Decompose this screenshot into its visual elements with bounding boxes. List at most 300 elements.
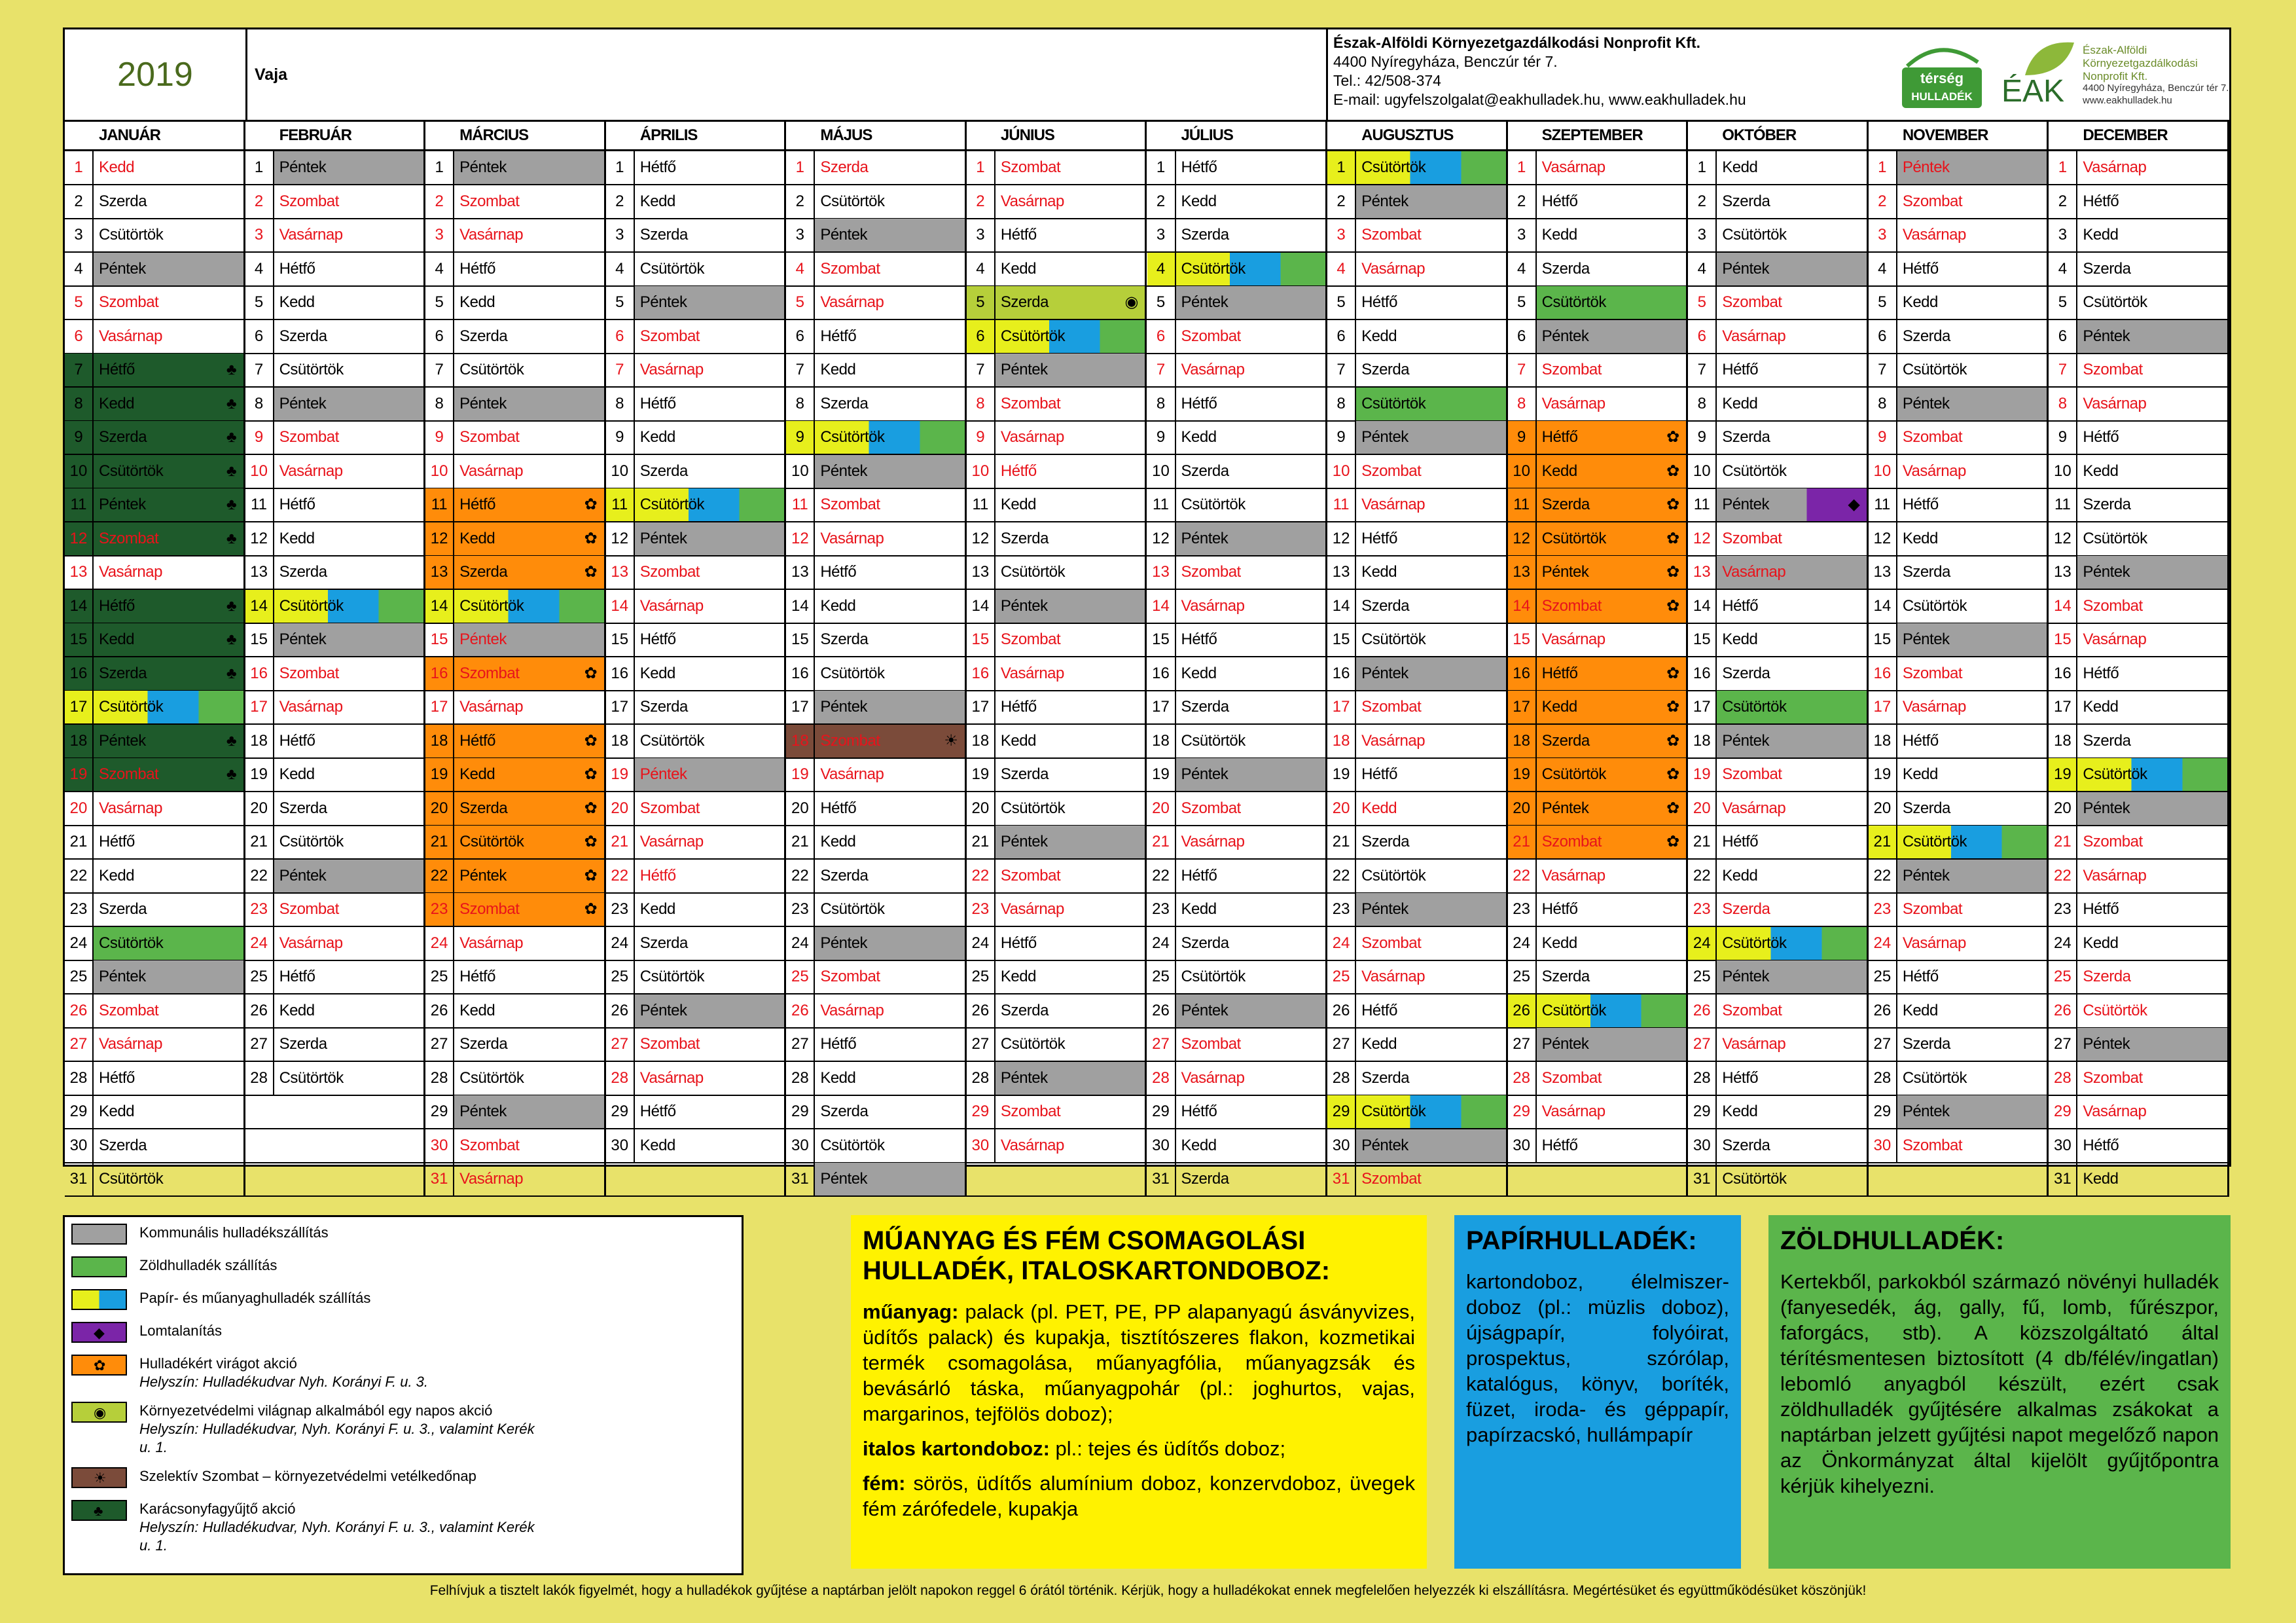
day-number: 28 (1869, 1062, 1897, 1095)
day-number: 22 (2049, 860, 2077, 892)
day-number: 6 (245, 320, 274, 353)
day-number: 6 (786, 320, 815, 353)
day-cell (967, 185, 1147, 218)
green-box-title: ZÖLDHULLADÉK: (1780, 1226, 2005, 1255)
metal-label: fém: (863, 1472, 906, 1495)
day-number: 3 (606, 219, 635, 251)
day-name: Szerda (1722, 192, 1770, 210)
day-cell (1869, 1129, 2049, 1162)
day-cell (1508, 421, 1689, 454)
day-cell (1147, 488, 1328, 521)
day-name: Kedd (1181, 428, 1217, 446)
day-cell (245, 388, 426, 420)
day-number: 20 (1508, 792, 1537, 825)
day-name: Csütörtök (99, 462, 164, 480)
day-name: Kedd (1722, 158, 1758, 176)
day-name: Szombat (1902, 1136, 1963, 1154)
day-number: 26 (1508, 994, 1537, 1027)
day-number: 18 (65, 725, 94, 757)
day-cell (1147, 388, 1328, 420)
day-name: Szombat (1722, 765, 1782, 783)
day-name: Szombat (1361, 226, 1422, 244)
day-name: Szombat (279, 192, 339, 210)
day-cell (1508, 725, 1689, 757)
day-cell (1327, 388, 1508, 420)
day-number: 10 (2049, 455, 2077, 488)
day-number: 29 (967, 1095, 996, 1128)
day-name: Kedd (99, 866, 135, 884)
day-name: Kedd (1000, 968, 1036, 985)
calendar-sheet (63, 27, 2231, 1188)
day-cell (425, 590, 606, 623)
day-name: Vasárnap (1541, 1103, 1605, 1120)
day-number: 1 (425, 151, 454, 184)
day-cell (1327, 1129, 1508, 1162)
day-name: Szerda (2083, 496, 2131, 513)
day-cell (606, 151, 787, 184)
day-number: 18 (1869, 725, 1897, 757)
day-number: 9 (606, 421, 635, 454)
day-name: Szombat (1902, 428, 1963, 446)
town-label: Vaja (255, 65, 288, 84)
day-name: Kedd (459, 1001, 495, 1019)
day-number: 11 (786, 488, 815, 521)
day-name: Szombat (1361, 1170, 1422, 1188)
day-cell (1869, 1163, 2049, 1195)
day-number: 9 (1327, 421, 1356, 454)
day-cell (1688, 590, 1869, 623)
day-name: Kedd (1902, 293, 1938, 311)
day-name: Szombat (639, 1035, 700, 1053)
day-cell (606, 421, 787, 454)
day-name: Hétfő (1541, 900, 1578, 918)
day-name: Péntek (459, 630, 507, 648)
day-cell (1327, 488, 1508, 521)
day-name: Csütörtök (1361, 158, 1426, 176)
day-number: 25 (1869, 960, 1897, 993)
flower-icon: ✿ (584, 866, 598, 884)
day-name: Csütörtök (1000, 563, 1066, 581)
day-cell (606, 185, 787, 218)
day-cell (245, 927, 426, 960)
day-name: Szerda (1902, 327, 1950, 345)
day-name: Péntek (1541, 799, 1589, 817)
day-cell (1508, 758, 1689, 791)
day-number: 27 (1327, 1028, 1356, 1061)
legend-label: Környezetvédelmi világnap alkalmából egy napos akció (139, 1402, 493, 1419)
org-email[interactable]: E-mail: ugyfelszolgalat@eakhulladek.hu, www.eakhulladek.hu (1333, 91, 1746, 108)
day-cell (786, 725, 967, 757)
day-cell (1688, 691, 1869, 723)
flower-icon: ✿ (1666, 664, 1680, 682)
day-cell (425, 657, 606, 690)
calendar-row (65, 1095, 2229, 1129)
day-number: 17 (1327, 691, 1356, 723)
legend-label: Hulladékért virágot akció (139, 1355, 297, 1372)
day-cell (606, 927, 787, 960)
day-cell (2049, 927, 2229, 960)
day-name: Hétfő (1361, 529, 1397, 547)
day-name: Péntek (1902, 866, 1950, 884)
day-name: Csütörtök (1541, 1001, 1606, 1019)
day-number: 3 (1688, 219, 1717, 251)
day-name: Péntek (1722, 259, 1769, 278)
day-name: Szerda (2083, 731, 2131, 750)
day-cell (425, 455, 606, 488)
day-name: Péntek (1541, 327, 1589, 345)
calendar-row (65, 556, 2229, 590)
day-name: Hétfő (1181, 630, 1217, 648)
day-name: Csütörtök (279, 1068, 344, 1087)
day-number: 10 (245, 455, 274, 488)
day-cell (1508, 826, 1689, 858)
day-name: Szerda (1541, 731, 1590, 750)
day-name: Vasárnap (820, 765, 884, 783)
day-number: 27 (245, 1028, 274, 1061)
day-number: 24 (65, 927, 94, 960)
day-cell (1869, 253, 2049, 285)
day-number: 19 (606, 758, 635, 791)
day-number: 7 (1508, 354, 1537, 386)
day-name: Vasárnap (1902, 462, 1966, 480)
day-number: 23 (1327, 893, 1356, 926)
day-number: 28 (1147, 1062, 1176, 1095)
day-name: Szerda (1902, 563, 1950, 581)
day-cell (606, 1129, 787, 1162)
day-name: Kedd (2083, 226, 2119, 244)
day-number: 29 (425, 1095, 454, 1128)
day-name: Csütörtök (639, 968, 704, 985)
day-number: 27 (967, 1028, 996, 1061)
day-name: Kedd (2083, 934, 2119, 952)
day-cell (786, 1095, 967, 1128)
day-cell (1327, 927, 1508, 960)
day-number: 8 (2049, 388, 2077, 420)
day-cell (245, 488, 426, 521)
day-number: 17 (1688, 691, 1717, 723)
day-number: 10 (967, 455, 996, 488)
plastic-box-title: MŰANYAG ÉS FÉM CSOMAGOLÁSI HULLADÉK, ITALOSKARTONDOBOZ: (863, 1226, 1331, 1285)
eak-logo-address: 4400 Nyíregyháza, Benczúr tér 7. www.eakhulladek.hu (2083, 82, 2229, 106)
day-number: 26 (786, 994, 815, 1027)
day-name: Péntek (639, 1001, 687, 1019)
day-name: Szombat (820, 731, 880, 750)
day-name: Hétfő (1902, 968, 1939, 985)
day-cell (65, 151, 245, 184)
day-cell (65, 354, 245, 386)
day-cell (606, 960, 787, 993)
day-number: 14 (786, 590, 815, 623)
day-number: 28 (967, 1062, 996, 1095)
day-number: 10 (1688, 455, 1717, 488)
day-name: Kedd (1000, 259, 1036, 278)
day-cell (1688, 185, 1869, 218)
day-name: Péntek (279, 866, 327, 884)
day-number: 16 (1327, 657, 1356, 690)
day-name: Péntek (279, 158, 327, 176)
day-number: 21 (1327, 826, 1356, 858)
day-cell (967, 1129, 1147, 1162)
day-number: 21 (2049, 826, 2077, 858)
flower-icon: ✿ (584, 664, 598, 682)
day-number: 22 (786, 860, 815, 892)
day-name: Szombat (1902, 192, 1963, 210)
day-number: 18 (967, 725, 996, 757)
day-cell (1327, 1028, 1508, 1061)
day-name: Hétfő (2083, 1136, 2119, 1154)
day-number: 4 (1147, 253, 1176, 285)
day-number: 24 (967, 927, 996, 960)
day-cell (245, 219, 426, 251)
day-cell (2049, 286, 2229, 319)
day-number: 13 (1147, 556, 1176, 589)
day-number: 25 (967, 960, 996, 993)
day-cell (1869, 185, 2049, 218)
day-name: Szombat (1722, 529, 1782, 547)
day-name: Szerda (1722, 664, 1770, 682)
day-name: Szerda (1181, 462, 1229, 480)
day-name: Csütörtök (1541, 529, 1606, 547)
day-number: 9 (1869, 421, 1897, 454)
day-number: 13 (1327, 556, 1356, 589)
day-cell (1147, 725, 1328, 757)
day-cell (1508, 522, 1689, 555)
day-name: Kedd (99, 630, 135, 648)
day-number: 7 (425, 354, 454, 386)
day-cell (606, 388, 787, 420)
day-number: 20 (1688, 792, 1717, 825)
year-label: 2019 (65, 29, 247, 120)
day-cell (786, 657, 967, 690)
day-name: Csütörtök (820, 664, 885, 682)
day-cell (1688, 927, 1869, 960)
day-number: 27 (1869, 1028, 1897, 1061)
day-name: Szerda (1000, 765, 1049, 783)
day-number: 29 (1327, 1095, 1356, 1128)
day-name: Péntek (99, 259, 146, 278)
day-cell (425, 488, 606, 521)
flower-icon: ✿ (94, 1357, 106, 1374)
day-name: Vasárnap (1000, 192, 1064, 210)
day-name: Hétfő (1541, 428, 1578, 446)
calendar-row (65, 1062, 2229, 1096)
day-number: 30 (786, 1129, 815, 1162)
day-name: Péntek (820, 226, 868, 244)
day-number: 25 (65, 960, 94, 993)
day-number: 23 (967, 893, 996, 926)
day-name: Szerda (1000, 293, 1049, 311)
day-number: 8 (1869, 388, 1897, 420)
calendar-row (65, 253, 2229, 287)
day-number: 1 (65, 151, 94, 184)
day-name: Szerda (1181, 934, 1229, 952)
day-number: 19 (1688, 758, 1717, 791)
day-name: Csütörtök (820, 900, 885, 918)
day-number: 17 (245, 691, 274, 723)
legend-text (139, 1500, 545, 1555)
tree-icon: ♣ (226, 664, 237, 682)
day-name: Csütörtök (1361, 866, 1426, 884)
day-name: Kedd (1000, 496, 1036, 513)
day-cell (2049, 455, 2229, 488)
day-cell (425, 758, 606, 791)
svg-text:térség: térség (1920, 70, 1964, 86)
day-name: Csütörtök (1181, 259, 1246, 278)
day-name: Péntek (459, 394, 507, 412)
day-cell (425, 725, 606, 757)
day-number: 5 (1147, 286, 1176, 319)
day-cell (245, 151, 426, 184)
day-name: Vasárnap (2083, 1103, 2147, 1120)
day-number: 3 (967, 219, 996, 251)
day-cell (1147, 1028, 1328, 1061)
day-number: 2 (425, 185, 454, 218)
day-number: 15 (65, 623, 94, 656)
day-cell (1327, 623, 1508, 656)
day-name: Péntek (99, 496, 146, 513)
day-name: Hétfő (279, 259, 315, 278)
day-number: 13 (1508, 556, 1537, 589)
day-number: 13 (967, 556, 996, 589)
day-name: Vasárnap (639, 361, 704, 378)
day-name: Szerda (1361, 1068, 1410, 1087)
day-name: Szombat (1361, 698, 1422, 716)
day-cell (425, 1163, 606, 1195)
carton-label: italos kartondoboz: (863, 1437, 1050, 1460)
plastic-paragraph (863, 1299, 1415, 1427)
day-name: Csütörtök (639, 731, 704, 750)
plastic-label: műanyag: (863, 1300, 959, 1323)
day-cell (425, 151, 606, 184)
day-name: Kedd (1181, 900, 1217, 918)
day-cell (1147, 758, 1328, 791)
day-number: 17 (425, 691, 454, 723)
day-cell (245, 421, 426, 454)
day-cell (1688, 826, 1869, 858)
day-cell (245, 994, 426, 1027)
day-name: Szombat (1000, 394, 1061, 412)
day-cell (1327, 354, 1508, 386)
day-number: 15 (1508, 623, 1537, 656)
day-name: Péntek (1361, 664, 1408, 682)
day-name: Péntek (279, 630, 327, 648)
day-cell (1869, 488, 2049, 521)
day-number: 29 (1147, 1095, 1176, 1128)
day-cell (1869, 960, 2049, 993)
day-cell (1688, 421, 1869, 454)
day-cell (786, 320, 967, 353)
day-cell (1869, 320, 2049, 353)
day-cell (967, 691, 1147, 723)
day-cell (245, 320, 426, 353)
day-number: 7 (245, 354, 274, 386)
day-name: Péntek (459, 158, 507, 176)
day-cell (1688, 960, 1869, 993)
day-number: 1 (606, 151, 635, 184)
calendar-row (65, 320, 2229, 354)
day-cell (1327, 320, 1508, 353)
day-name: Kedd (99, 1103, 135, 1120)
day-cell (1688, 455, 1869, 488)
day-name: Kedd (1181, 664, 1217, 682)
day-cell (1688, 354, 1869, 386)
day-number: 4 (1869, 253, 1897, 285)
day-cell (2049, 421, 2229, 454)
day-number: 23 (65, 893, 94, 926)
day-cell (65, 590, 245, 623)
day-name: Szerda (1181, 1170, 1229, 1188)
day-name: Kedd (1000, 731, 1036, 750)
calendar-row (65, 421, 2229, 455)
day-cell (1869, 455, 2049, 488)
day-cell (425, 1028, 606, 1061)
day-cell (606, 623, 787, 656)
day-number: 24 (1327, 927, 1356, 960)
day-cell (2049, 151, 2229, 184)
day-name: Péntek (1361, 1136, 1408, 1154)
day-number: 30 (1147, 1129, 1176, 1162)
month-header: OKTÓBER (1688, 122, 1869, 149)
day-name: Hétfő (1902, 496, 1939, 513)
day-cell (1327, 455, 1508, 488)
day-number: 3 (2049, 219, 2077, 251)
day-cell (786, 994, 967, 1027)
day-cell (1508, 960, 1689, 993)
day-name: Szerda (820, 866, 869, 884)
day-number: 28 (1688, 1062, 1717, 1095)
day-name: Szombat (459, 1136, 520, 1154)
day-number: 16 (1869, 657, 1897, 690)
day-cell (65, 691, 245, 723)
day-cell (65, 1062, 245, 1095)
day-cell (245, 860, 426, 892)
day-number: 29 (65, 1095, 94, 1128)
day-cell (606, 792, 787, 825)
day-name: Szombat (459, 192, 520, 210)
day-name: Szerda (1722, 900, 1770, 918)
day-number: 29 (2049, 1095, 2077, 1128)
day-name: Vasárnap (639, 1068, 704, 1087)
day-name: Csütörtök (2083, 765, 2147, 783)
day-number: 5 (245, 286, 274, 319)
day-cell (1327, 556, 1508, 589)
legend-text (139, 1402, 545, 1457)
metal-text: sörös, üdítős alumínium doboz, konzervdoboz, üvegek fém zárófedele, kupakja (863, 1472, 1415, 1520)
day-cell (967, 388, 1147, 420)
day-number: 24 (1147, 927, 1176, 960)
day-name: Péntek (1541, 563, 1589, 581)
day-cell (1327, 960, 1508, 993)
day-number: 25 (786, 960, 815, 993)
day-number: 8 (1508, 388, 1537, 420)
flower-icon: ✿ (584, 496, 598, 513)
footer-notice: Felhívjuk a tisztelt lakók figyelmét, hogy a hulladékok gyűjtése a naptárban jelölt napokon reggel 6 órától történik. Kérjük, hogy a hulladékokat ennek megfelelően helyezzék ki elszállításra. Megértésüket és együttműködésüket köszönjük! (429, 1583, 1867, 1598)
day-name: Hétfő (279, 496, 315, 513)
day-name: Csütörtök (2083, 1001, 2147, 1019)
flower-icon: ✿ (584, 731, 598, 750)
day-cell (425, 860, 606, 892)
day-cell (245, 1163, 426, 1195)
day-number: 18 (606, 725, 635, 757)
day-cell (65, 1163, 245, 1195)
day-cell (1508, 320, 1689, 353)
day-number: 10 (1508, 455, 1537, 488)
day-name: Kedd (1541, 698, 1577, 716)
day-name: Péntek (1361, 428, 1408, 446)
day-number: 29 (1869, 1095, 1897, 1128)
day-cell (1508, 185, 1689, 218)
day-number: 30 (967, 1129, 996, 1162)
